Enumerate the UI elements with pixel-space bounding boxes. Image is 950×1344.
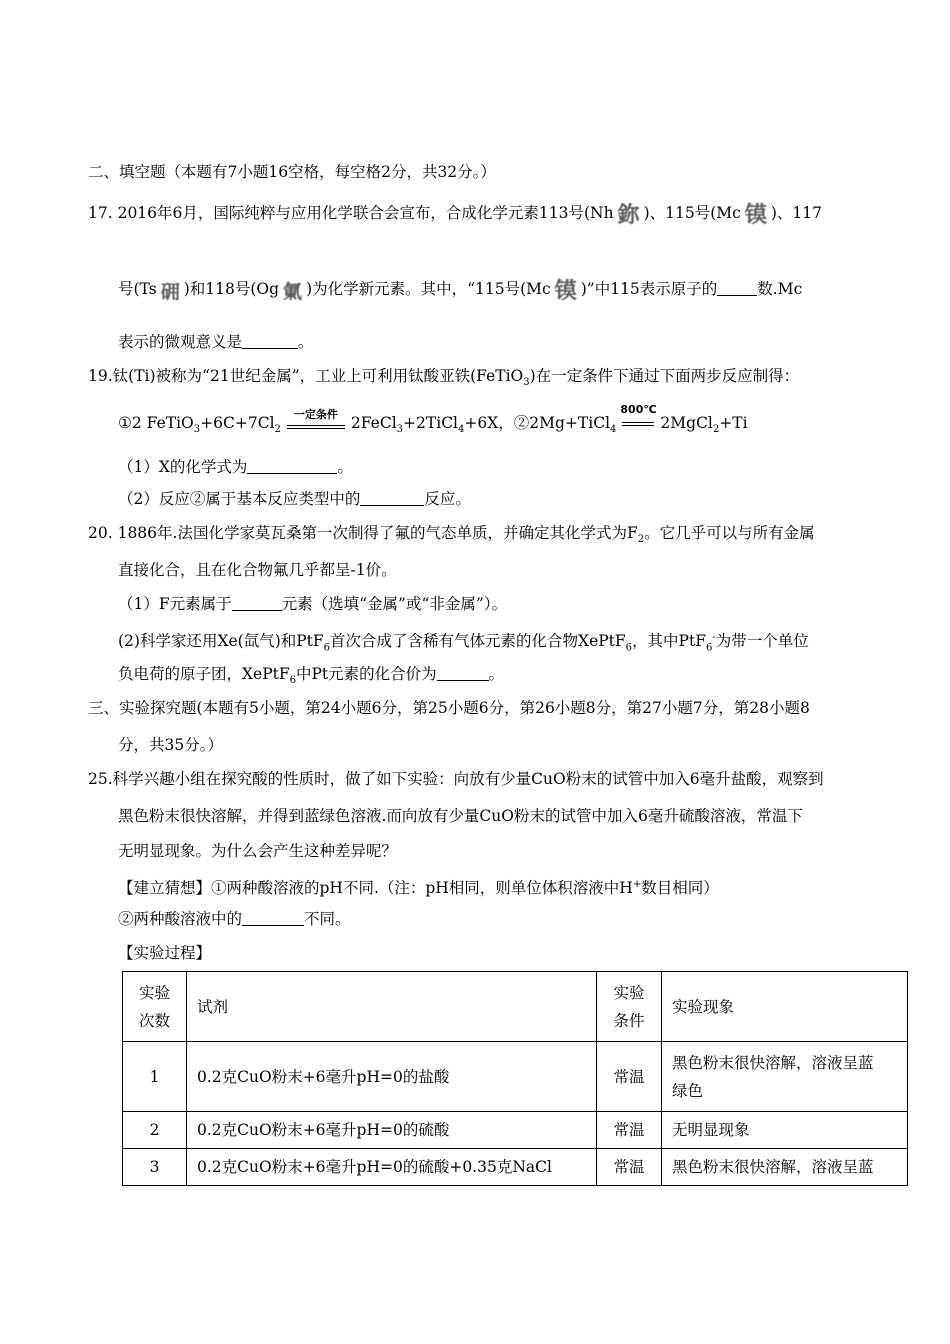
reaction-condition-1: 一定条件	[285, 414, 347, 434]
q25-hypothesis-2: ②两种酸溶液中的 不同。	[118, 910, 351, 928]
row-result: 黑色粉末很快溶解，溶液呈蓝 绿色	[662, 1042, 908, 1112]
element-glyph-mc-icon: 镆	[744, 203, 767, 228]
q20-part2-cont: 负电荷的原子团，XePtF$_6$中Pt元素的化合价为 。	[118, 665, 505, 687]
answer-blank[interactable]	[437, 666, 489, 681]
q25-hypothesis: 【建立猜想】①两种酸溶液的pH不同.（注：pH相同，则单位体积溶液中H+数目相同）	[118, 879, 719, 898]
q19-intro: 19.钛(Ti)被称为“21世纪金属”，工业上可利用钛酸亚铁(FeTiO$_3$)在一定条件下通过下面两步反应制得：	[88, 367, 800, 389]
answer-blank[interactable]	[717, 281, 757, 296]
table-row	[123, 1149, 908, 1186]
header-result: 实验现象	[662, 972, 908, 1042]
section3-heading: 三、实验探究题(本题有5小题，第24小题6分，第25小题6分，第26小题8分，第27小题7分，第28小题8	[88, 699, 810, 717]
q25-line1: 25.科学兴趣小组在探究酸的性质时，做了如下实验：向放有少量CuO粉末的试管中加入6毫升盐酸，观察到	[88, 770, 824, 788]
answer-blank[interactable]	[232, 596, 282, 611]
row-number: 2	[123, 1112, 187, 1149]
header-reagent: 试剂	[187, 972, 597, 1042]
row-result: 黑色粉末很快溶解，溶液呈蓝	[662, 1149, 908, 1186]
answer-blank[interactable]	[242, 334, 298, 349]
table-row	[123, 1042, 908, 1112]
q25-process-heading: 【实验过程】	[118, 944, 212, 962]
row-condition: 常温	[597, 1112, 662, 1149]
section3-heading-cont: 分，共35分。）	[118, 736, 223, 754]
element-glyph-nh-icon: 鉨	[617, 203, 640, 228]
table-row	[123, 1112, 908, 1149]
table-header-row	[123, 972, 908, 1042]
experiment-table	[122, 971, 908, 1186]
q25-line3: 无明显现象。为什么会产生这种差异呢？	[118, 842, 398, 860]
row-condition: 常温	[597, 1042, 662, 1112]
row-reagent: 0.2克CuO粉末+6毫升pH=0的硫酸	[187, 1112, 597, 1149]
row-number: 3	[123, 1149, 187, 1186]
header-condition: 实验 条件	[597, 972, 662, 1042]
row-reagent: 0.2克CuO粉末+6毫升pH=0的硫酸+0.35克NaCl	[187, 1149, 597, 1186]
element-glyph-mc2-icon: 镆	[554, 279, 577, 304]
reaction-condition-2: 800℃	[620, 414, 656, 434]
q17-line3: 表示的微观意义是 。	[118, 333, 314, 351]
row-number: 1	[123, 1042, 187, 1112]
answer-blank[interactable]	[247, 459, 337, 474]
q19-equations: ①2 $FeTiO_3+6C+7Cl_2$ 一定条件 2FeCl$_3$+2TiCl$_4$+6X，②2Mg+TiCl$_4$ 800℃ 2MgCl$_2$+Ti	[118, 403, 748, 436]
q19-part2: （2）反应②属于基本反应类型中的 反应。	[118, 490, 471, 508]
row-condition: 常温	[597, 1149, 662, 1186]
q17-line2: 号(Ts 砽 )和118号(Og 氭 )为化学新元素。其中，“115号(Mc 镆 )”中115表示原子的 数.Mc	[118, 279, 803, 304]
q20-line2: 直接化合，且在化合物氟几乎都呈-1价。	[118, 561, 397, 579]
answer-blank[interactable]	[360, 491, 424, 506]
element-glyph-og-icon: 氭	[283, 281, 303, 303]
element-glyph-ts-icon: 砽	[160, 281, 180, 303]
q20-line1: 20. 1886年.法国化学家莫瓦桑第一次制得了氟的气态单质，并确定其化学式为$F_2$。它几乎可以与所有金属	[88, 524, 815, 546]
row-result: 无明显现象	[662, 1112, 908, 1149]
section2-heading: 二、填空题（本题有7小题16空格，每空格2分，共32分。）	[88, 163, 496, 181]
q20-part2: (2)科学家还用Xe(氙气)和PtF$_6$首次合成了含稀有气体元素的化合物XePtF$_6$，其中PtF$_6$-为带一个单位	[118, 632, 809, 654]
row-reagent: 0.2克CuO粉末+6毫升pH=0的盐酸	[187, 1042, 597, 1112]
answer-blank[interactable]	[242, 911, 304, 926]
header-count: 实验 次数	[123, 972, 187, 1042]
q17-line1: 17. 2016年6月，国际纯粹与应用化学联合会宣布，合成化学元素113号(Nh 鉨 )、115号(Mc 镆 )、117	[88, 203, 822, 228]
q20-part1: （1）F元素属于 元素（选填“金属”或“非金属”）。	[118, 595, 508, 613]
q19-part1: （1）X的化学式为 。	[118, 458, 353, 476]
q25-line2: 黑色粉末很快溶解，并得到蓝绿色溶液.而向放有少量CuO粉末的试管中加入6毫升硫酸溶液，常温下	[118, 807, 803, 825]
